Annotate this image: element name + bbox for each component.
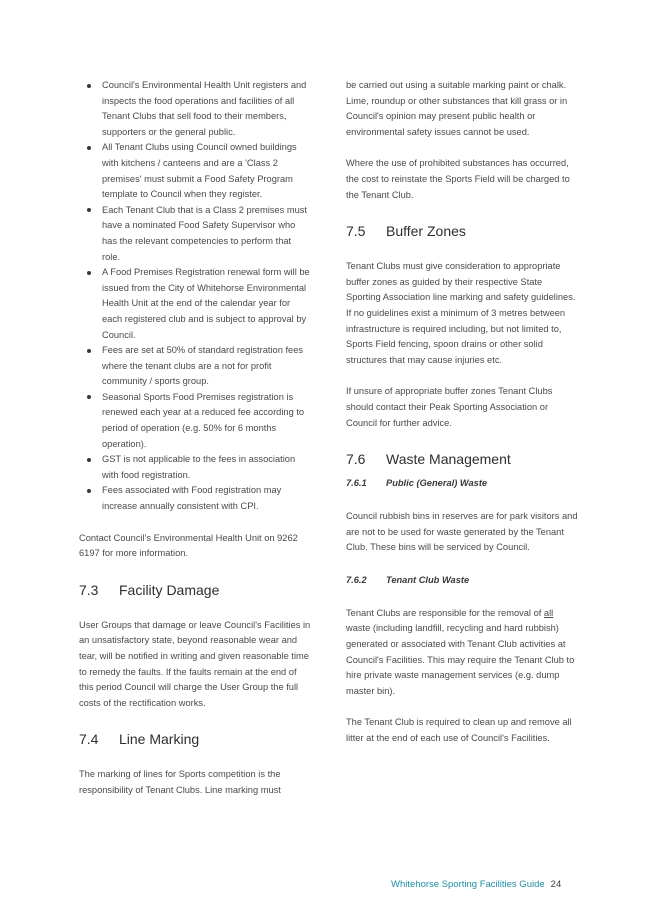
bullet-icon <box>87 84 91 88</box>
subsection-number: 7.6.2 <box>346 574 367 585</box>
list-item: Fees are set at 50% of standard registration fees where the tenant clubs are a not for profit community / sports group. <box>79 343 311 390</box>
list-item: Seasonal Sports Food Premises registration is renewed each year at a reduced fee according to period of operation (e.g. 50% for 6 months operation). <box>79 390 311 452</box>
list-item: Council's Environmental Health Unit registers and inspects the food operations and facilities of all Tenant Clubs that sell food to their members, supporters or the general public. <box>79 78 311 140</box>
section-heading-waste-management <box>346 449 578 469</box>
facility-damage-paragraph: User Groups that damage or leave Council's Facilities in an unsatisfactory state, beyond reasonable wear and tear, will be notified in writing and given reasonable time to remedy the faults. If the faults remain at the end of this period Council will charge the User Group the full costs of the rectification works. <box>79 619 311 708</box>
subsection-title: Tenant Club Waste <box>386 574 470 585</box>
section-title: Line Marking <box>119 731 200 748</box>
prohibited-substances-paragraph: Where the use of prohibited substances has occurred, the cost to reinstate the Sports Field will be charged to the Tenant Club. <box>346 158 570 200</box>
public-waste-paragraph: Council rubbish bins in reserves are for park visitors and are not to be used for waste generated by the Tenant Club. These bins will be serviced by Council. <box>346 511 578 553</box>
section-number: 7.6 <box>346 451 366 468</box>
line-marking-paragraph: The marking of lines for Sports competition is the responsibility of Tenant Clubs. Line marking must <box>79 769 281 795</box>
contact-paragraph: Contact Council's Environmental Health Unit on 9262 6197 for more information. <box>79 532 298 559</box>
section-title: Waste Management <box>386 451 511 468</box>
left-column <box>79 78 311 799</box>
section-title: Buffer Zones <box>386 223 466 240</box>
subsection-heading-tenant-club-waste <box>346 572 578 588</box>
tenant-club-waste-paragraph: Tenant Clubs are responsible for the removal of all waste (including landfill, recycling and hard rubbish) generated or associated with Tenant Club activities at Council's Facilities. This may require the Tenant Club to hire private waste management services (e.g. dump master bin). <box>346 607 575 696</box>
right-column <box>346 78 578 747</box>
bullet-icon <box>87 349 91 353</box>
bullet-icon <box>87 489 91 493</box>
section-title: Facility Damage <box>119 581 220 598</box>
section-number: 7.5 <box>346 223 366 240</box>
bullet-icon <box>87 208 91 212</box>
section-number: 7.4 <box>79 731 99 748</box>
page-number: 24 <box>550 879 562 890</box>
bullet-icon <box>87 146 91 150</box>
page-footer <box>391 879 561 890</box>
subsection-heading-public-waste <box>346 475 578 491</box>
bullet-icon <box>87 395 91 399</box>
list-item: Fees associated with Food registration may increase annually consistent with CPI. <box>79 483 311 514</box>
footer-title: Whitehorse Sporting Facilities Guide <box>391 879 545 890</box>
subsection-number: 7.6.1 <box>346 478 367 489</box>
buffer-zones-paragraph: Tenant Clubs must give consideration to appropriate buffer zones as guided by their respective State Sporting Association line marking and safety guidelines. If no guidelines exist a minimum of 3 metres between infrastructure is required including, but not limited to, Sports Field fencing, spoon drains or other solid structures that may cause injuries etc. <box>346 261 576 365</box>
bullet-icon <box>87 458 91 462</box>
buffer-zones-advice-paragraph: If unsure of appropriate buffer zones Tenant Clubs should contact their Peak Sporting Association or Council for further advice. <box>346 386 553 428</box>
list-item: GST is not applicable to the fees in association with food registration. <box>79 452 311 483</box>
line-marking-continued-paragraph: be carried out using a suitable marking paint or chalk. Lime, roundup or other substances that kill grass or in Council's opinion may present public health or environmental safety issues cannot be used. <box>346 80 568 137</box>
subsection-title: Public (General) Waste <box>386 478 488 489</box>
list-item: All Tenant Clubs using Council owned buildings with kitchens / canteens and are a 'Class 2 premises' must submit a Food Safety Program template to Council when they register. <box>79 140 311 202</box>
food-registration-list <box>79 78 311 515</box>
section-heading-facility-damage <box>79 580 311 600</box>
section-number: 7.3 <box>79 581 99 598</box>
list-item: A Food Premises Registration renewal form will be issued from the City of Whitehorse Environmental Health Unit at the end of the calendar year for each registered club and is subject to approval by Council. <box>79 265 311 343</box>
section-heading-line-marking <box>79 729 311 749</box>
cleanup-paragraph: The Tenant Club is required to clean up and remove all litter at the end of each use of Council's Facilities. <box>346 717 572 744</box>
section-heading-buffer-zones <box>346 221 578 241</box>
list-item: Each Tenant Club that is a Class 2 premises must have a nominated Food Safety Supervisor who has the relevant competencies to perform that role. <box>79 203 311 265</box>
underlined-word: all <box>543 607 554 618</box>
bullet-icon <box>87 271 91 275</box>
